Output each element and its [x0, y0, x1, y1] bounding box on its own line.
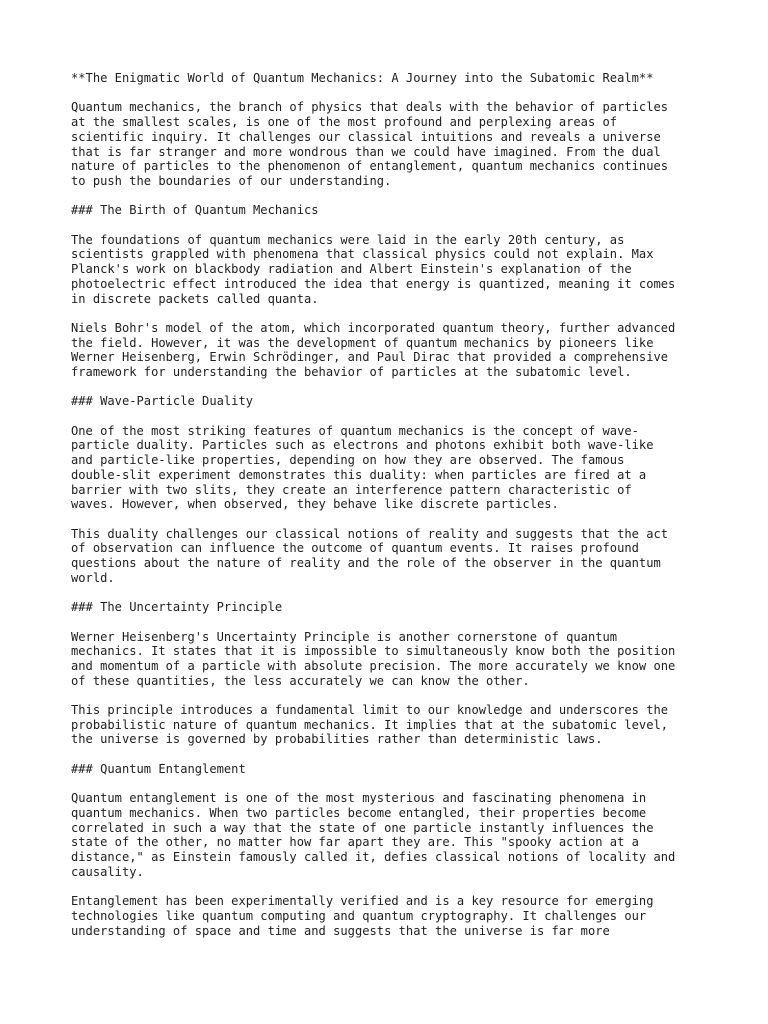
paragraph-duality-reality: This duality challenges our classical notions of reality and suggests that the act of observation can influence the outcome of quantum events. It raises profound questions about the nature of reality and the role of the observer in the quantum world. — [71, 526, 669, 585]
paragraph-entanglement-verified: Entanglement has been experimentally verified and is a key resource for emerging technologies like quantum computing and quantum cryptography. It challenges our understanding of space and time and suggests that the universe is far more — [71, 894, 654, 938]
heading-quantum-entanglement: ### Quantum Entanglement — [71, 761, 246, 776]
document-page — [71, 71, 731, 953]
paragraph-intro: Quantum mechanics, the branch of physics that deals with the behavior of particles at the smallest scales, is one of the most profound and perplexing areas of scientific inquiry. It challenges our classical intuitions and reveals a universe that is far stranger and more wondrous than we could have imagined. From the dual nature of particles to the phenomenon of entanglement, quantum mechanics continues to push the boundaries of our understanding. — [71, 100, 669, 188]
paragraph-bohr-model: Niels Bohr's model of the atom, which incorporated quantum theory, further advanced the field. However, it was the development of quantum mechanics by pioneers like Werner Heisenberg, Erwin Schrödinger, and Paul Dirac that provided a comprehensive framework for understanding the behavior of particles at the subatomic level. — [71, 320, 676, 379]
paragraph-duality-features: One of the most striking features of quantum mechanics is the concept of wave- particle duality. Particles such as electrons and photons exhibit both wave-like and particle-like properties, depending on how they are observed. The famous double-slit experiment demonstrates this duality: when particles are fired at a barrier with two slits, they create an interference pattern characteristic of waves. However, when observed, they behave like discrete particles. — [71, 423, 654, 512]
document-title: **The Enigmatic World of Quantum Mechanics: A Journey into the Subatomic Realm** — [71, 71, 654, 85]
paragraph-heisenberg: Werner Heisenberg's Uncertainty Principle is another cornerstone of quantum mechanics. It states that it is impossible to simultaneously know both the position and momentum of a particle with absolute precision. The more accurately we know one of these quantities, the less accurately we can know the other. — [71, 629, 676, 688]
heading-uncertainty-principle: ### The Uncertainty Principle — [71, 600, 283, 615]
heading-wave-particle-duality: ### Wave-Particle Duality — [71, 394, 254, 409]
paragraph-uncertainty-limit: This principle introduces a fundamental limit to our knowledge and underscores the probabilistic nature of quantum mechanics. It implies that at the subatomic level, the universe is governed by probabilities rather than deterministic laws. — [71, 703, 669, 747]
heading-birth-of-quantum-mechanics: ### The Birth of Quantum Mechanics — [71, 203, 319, 218]
paragraph-foundations: The foundations of quantum mechanics were laid in the early 20th century, as scientists grappled with phenomena that classical physics could not explain. Max Planck's work on blackbody radiation and Albert Einstein's explanation of the photoelectric effect introduced the idea that energy is quantized, meaning it comes in discrete packets called quanta. — [71, 232, 676, 306]
paragraph-entanglement-intro: Quantum entanglement is one of the most mysterious and fascinating phenomena in quantum mechanics. When two particles become entangled, their properties become correlated in such a way that the state of one particle instantly influences the state of the other, no matter how far apart they are. This "spooky action at a distance," as Einstein famously called it, defies classical notions of locality and causality. — [71, 791, 676, 879]
